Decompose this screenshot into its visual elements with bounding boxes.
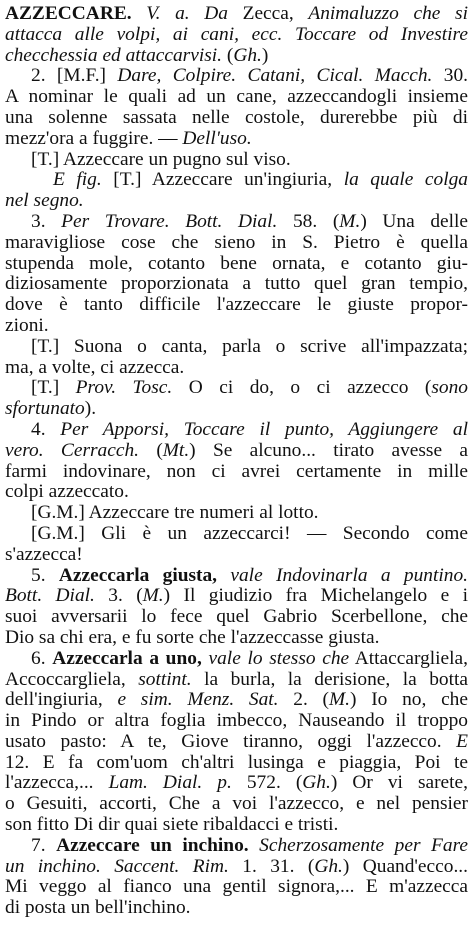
entry-line: stupenda mole, cotanto bene ornata, e cotanto giu- — [5, 253, 468, 274]
entry-line: checchessia ed attaccarvisi. (Gh.) — [5, 45, 269, 66]
entry-line: [T.] Suona o canta, parla o scrive all'impazzata; — [31, 336, 468, 357]
entry-line: o Gesuiti, accorti, Che a voi l'azzecco, e nel pensier — [5, 794, 468, 815]
entry-line: [T.] Azzeccare un pugno sul viso. — [31, 149, 291, 170]
entry-line: un inchino. Saccent. Rim. 1. 31. (Gh.) Quand'ecco... — [5, 856, 468, 877]
entry-line: Accoccargliela, sottint. la burla, la derisione, la botta — [5, 669, 468, 690]
entry-line: 2. [M.F.] Dare, Colpire. Catani, Cical. Macch. 30. — [31, 66, 468, 87]
entry-line: ma, a volte, ci azzecca. — [5, 357, 185, 378]
entry-line: 4. Per Apporsi, Toccare il punto, Aggiungere al — [31, 419, 468, 440]
entry-line: farmi indovinare, non ci avrei certamente in mille — [5, 461, 468, 482]
entry-line: 5. Azzeccarla giusta, vale Indovinarla a puntino. — [31, 565, 468, 586]
entry-line: nel segno. — [5, 191, 84, 212]
entry-line: s'azzecca! — [5, 544, 83, 565]
entry-line: dell'ingiuria, e sim. Menz. Sat. 2. (M.) Io no, che — [5, 690, 468, 711]
entry-line: diziosamente proporzionata a tutto quel gran tempio, — [5, 274, 468, 295]
entry-line: son fitto Di dir quai siete ribaldacci e tristi. — [5, 815, 339, 836]
entry-line: A nominar le quali ad un cane, azzeccandogli insieme — [5, 87, 468, 108]
entry-line: dove è tanto difficile l'azzeccare le giuste propor- — [5, 295, 468, 316]
entry-line: maravigliose cose che sieno in S. Pietro è quella — [5, 232, 468, 253]
entry-line: sfortunato). — [5, 399, 97, 420]
entry-line: zioni. — [5, 315, 49, 336]
entry-line: 12. E fa com'uom ch'altri lusinga e piaggia, Poi te — [5, 752, 468, 773]
entry-line: 6. Azzeccarla a uno, vale lo stesso che Attaccargliela, — [31, 648, 468, 669]
entry-line: attacca alle volpi, ai cani, ecc. Toccare od Investire — [5, 24, 468, 45]
entry-line: di posta un bell'inchino. — [5, 898, 191, 919]
entry-line: [G.M.] Azzeccare tre numeri al lotto. — [31, 503, 319, 524]
entry-line: E fig. [T.] Azzeccare un'ingiuria, la quale colga — [53, 170, 468, 191]
entry-line: [T.] Prov. Tosc. O ci do, o ci azzecco (sono — [31, 378, 468, 399]
entry-line: usato pasto: A te, Giove tiranno, oggi l'azzecco. E — [5, 731, 468, 752]
entry-line: Dio sa chi era, e fu sorte che l'azzeccasse giusta. — [5, 627, 380, 648]
entry-line: colpi azzeccato. — [5, 482, 129, 503]
entry-line: [G.M.] Gli è un azzeccarci! — Secondo come — [31, 523, 468, 544]
entry-line: Bott. Dial. 3. (M.) Il giudizio fra Michelangelo e i — [5, 586, 468, 607]
entry-line: 7. Azzeccare un inchino. Scherzosamente per Fare — [31, 835, 468, 856]
entry-line: l'azzecca,... Lam. Dial. p. 572. (Gh.) Or vi sarete, — [5, 773, 468, 794]
entry-line: Mi veggo al fianco una gentil signora,... E m'azzecca — [5, 877, 468, 898]
entry-line: una solenne sassata nelle costole, durerebbe più di — [5, 107, 468, 128]
entry-line: AZZECCARE. V. a. Da Zecca, Animaluzzo che si — [5, 4, 468, 24]
entry-line: 3. Per Trovare. Bott. Dial. 58. (M.) Una delle — [31, 211, 468, 232]
entry-line: mezz'ora a fuggire. — Dell'uso. — [5, 128, 252, 149]
entry-line: in Pindo or altra foglia imbecco, Nauseando il troppo — [5, 711, 468, 732]
entry-line: suoi avversarii lo fece quel Gabrio Scerbellone, che — [5, 607, 468, 628]
entry-line: vero. Cerracch. (Mt.) Se alcuno... tirato avesse a — [5, 440, 468, 461]
